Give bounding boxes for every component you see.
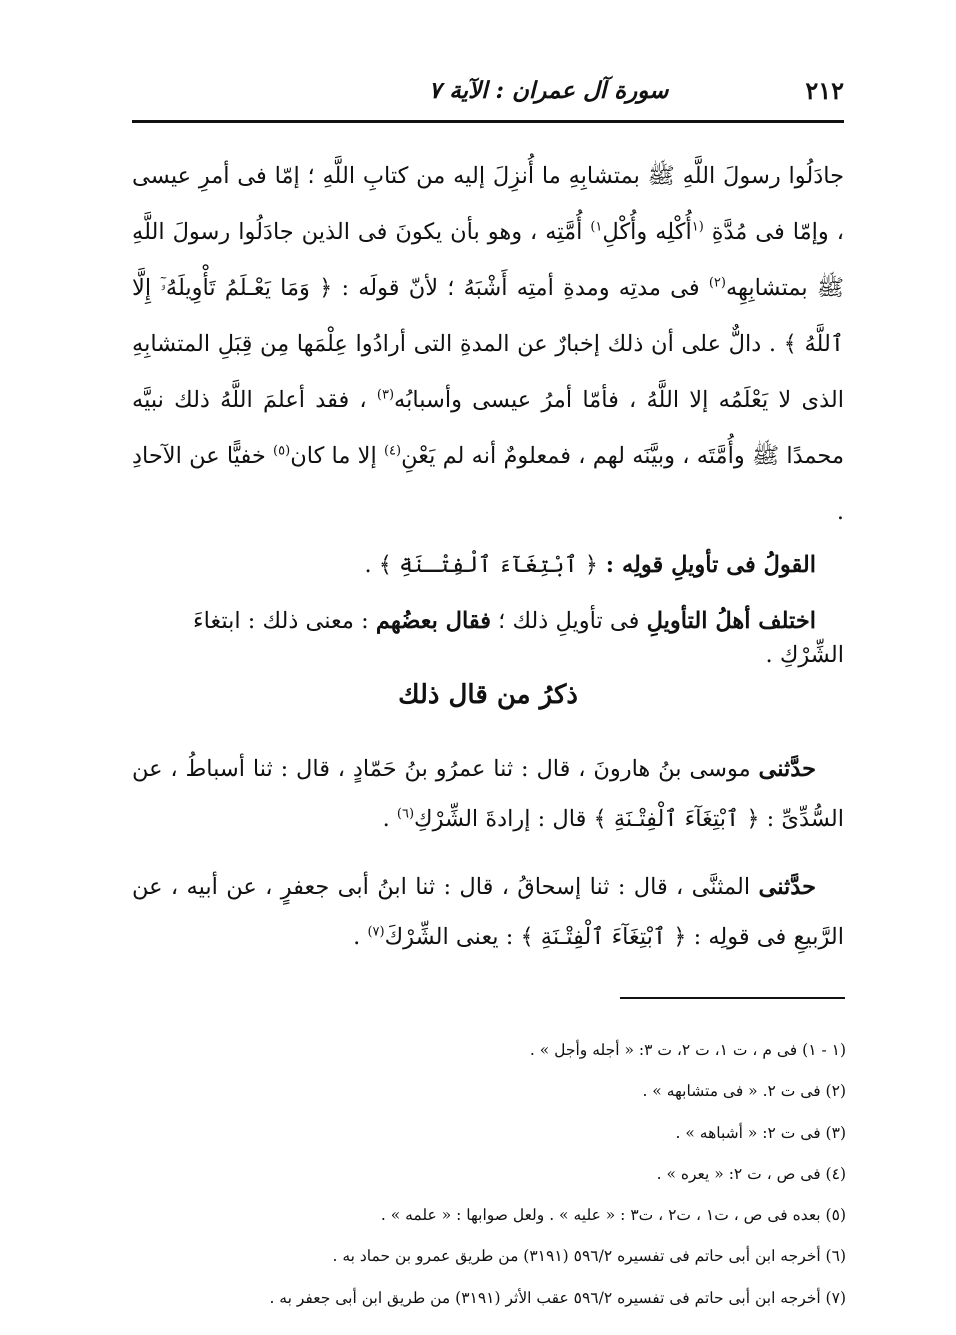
footnote-4: (٤) فى ص ، ت ٢: « يعره » .	[656, 1164, 846, 1183]
paragraph-commentary: جادَلُوا رسولَ اللَّهِ ﷺ بمتشابِهِ ما أُنزِلَ إليه من كتابِ اللَّهِ ؛ إمّا فى أمرِ عيسى ، وإمّا فى مُدَّةِ $^{(١}$أُكْلِه وأُكْلِ$^{١)}$ أُمَّتِه ، وهو بأن يكونَ فى الذين جادَلُوا رسولَ اللَّهِ ﷺ بمتشابِهِه$^{(٢)}$ فى مدتِه ومدةِ أمتِه أَشْبَهُ ؛ لأنّ قولَه : ﴿ وَمَا يَعْـلَمُ تَأْوِيلَهُۥٓ إِلَّا ٱللَّهُ ﴾ . دالٌّ على أن ذلك إخبارٌ عن المدةِ التى أرادُوا عِلْمَها مِن قِبَلِ المتشابِهِ الذى لا يَعْلَمُه إلا اللَّهُ ، فأمّا أمرُ عيسى وأسبابُه$^{(٣)}$ ، فقد أعلمَ اللَّهُ ذلك نبيَّه محمدًا ﷺ وأُمَّتَه ، وبيَّنَه لهم ، فمعلومٌ أنه لم يَعْنِ$^{(٤)}$ إلا ما كان$^{(٥)}$ خفيًّا عن الآحادِ .	[132, 163, 845, 525]
footnote-ref: (١	[691, 219, 704, 235]
footnote-7: (٧) أخرجه ابن أبى حاتم فى تفسيره ٥٩٦/٢ عقب الأثر (٣١٩١) من طريق ابن أبى جعفر به .	[269, 1288, 846, 1307]
footnote-5: (٥) بعده فى ص ، ت١ ، ت٢ ، ت٣ : « عليه » . ولعل صوابها : « علمه » .	[380, 1206, 846, 1225]
main-text	[132, 148, 844, 540]
footnote-3: (٣) فى ت ٢: « أشباهه » .	[675, 1123, 846, 1142]
narration-2: حدَّثنى المثنَّى ، قال : ثنا إسحاقُ ، قال : ثنا ابنُ أبى جعفرٍ ، عن أبيه ، عن الرَّبيعِ فى قولِه : ﴿ ٱبْتِغَآءَ ٱلْفِتْـنَةِ ﴾ : يعنى الشِّرْكَ$^{(٧)}$ .	[132, 874, 844, 950]
footnotes	[132, 1030, 846, 1319]
heading-label: القولُ فى تأويلِ قولِه :	[597, 552, 816, 578]
footnote-6: (٦) أخرجه ابن أبى حاتم فى تفسيره ٥٩٦/٢ (٣١٩١) من طريق عمرو بن حماد به .	[332, 1247, 846, 1266]
heading-verse: ﴿ ٱبْتِغَآءَ ٱلْفِتْـنَةِ ﴾ .	[364, 552, 598, 578]
footnote-2: (٢) فى ت ٢. « فى متشابهه » .	[642, 1082, 846, 1101]
header-rule	[132, 120, 844, 123]
footnote-ref: (٤)	[383, 443, 402, 459]
footnote-ref: (٥)	[273, 443, 291, 459]
running-title: سورة آل عمران : الآية ٧	[428, 76, 669, 104]
section-title: ذكرُ من قال ذلك	[398, 680, 578, 710]
narration-1: حدَّثنى موسى بنُ هارونَ ، قال : ثنا عمرُو بنُ حَمّادٍ ، قال : ثنا أسباطُ ، عن السُّدِّىِّ : ﴿ ٱبْتِغَآءَ ٱلْفِتْـنَةِ ﴾ قال : إرادةَ الشِّرْكِ$^{(٦)}$ .	[132, 756, 844, 832]
footnote-ref: (٦)	[396, 806, 415, 822]
interpretation-heading	[132, 548, 844, 582]
dispute-paragraph: اختلف أهلُ التأويلِ فى تأويلِ ذلك ؛ فقال بعضُهم : معنى ذلك : ابتغاءَ الشِّرْكِ .	[193, 608, 844, 668]
footnote-ref: (٧)	[367, 924, 385, 940]
footnote-ref: (٢)	[708, 275, 726, 291]
footnote-separator	[620, 997, 845, 999]
footnote-ref: ١)	[590, 219, 603, 235]
page-number: ٢١٢	[805, 75, 844, 105]
page-header	[132, 68, 844, 112]
footnote-1: (١ - ١) فى م ، ت ١، ت ٢، ت ٣: « أجله وأجل » .	[529, 1041, 846, 1059]
footnote-ref: (٣)	[376, 387, 395, 403]
